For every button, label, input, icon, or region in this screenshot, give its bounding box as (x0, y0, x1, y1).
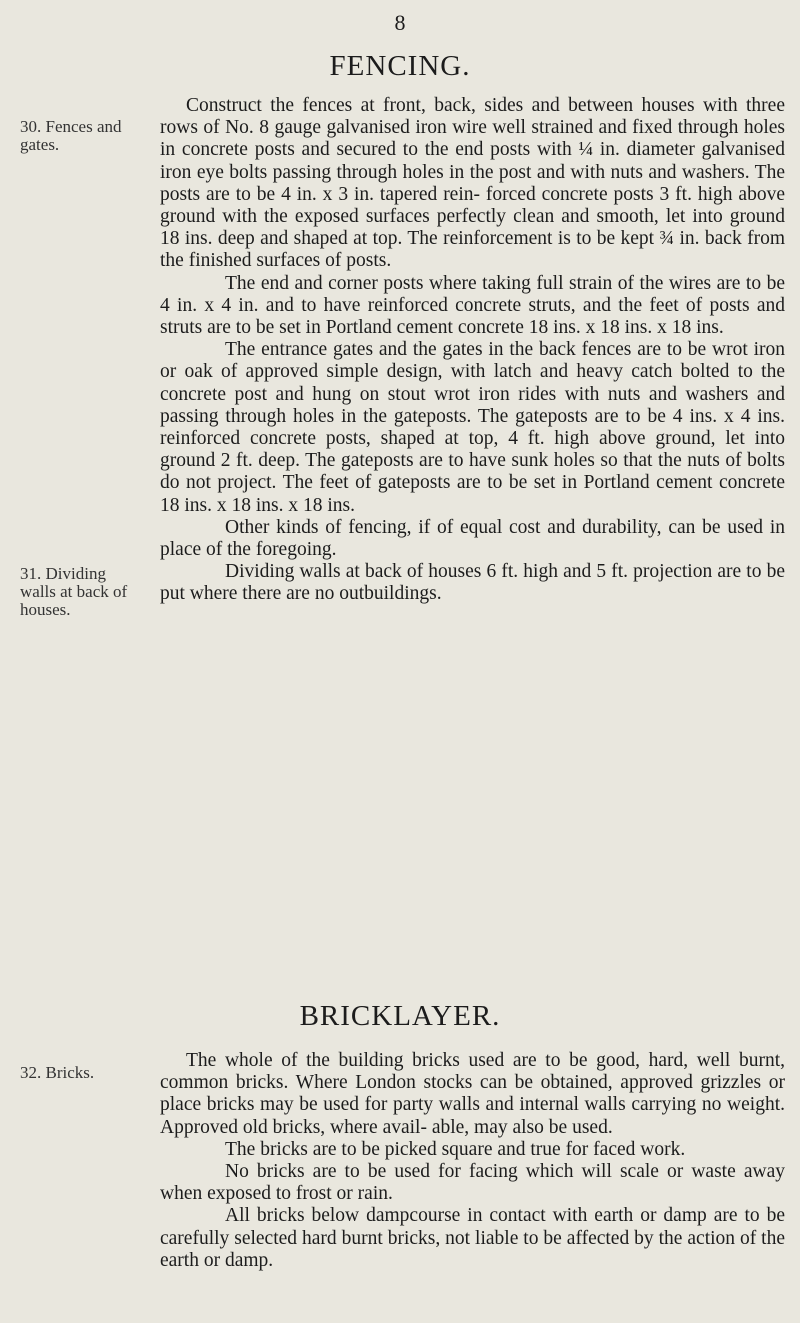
page-number: 8 (394, 10, 406, 35)
paragraph: The entrance gates and the gates in the back fences are to be wrot iron or oak of approved simple design, with latch and heavy catch bolted to the concrete post and hung on stout wrot iron rides with nuts and washers and passing through holes in the gateposts. The gateposts are to be 4 ins. x 4 ins. reinforced concrete posts, shaped at top, 4 ft. high above ground, let into ground 2 ft. deep. The gateposts are to have sunk holes so that the nuts of bolts do not project. The feet of gateposts are to be set in Portland cement concrete 18 ins. x 18 ins. x 18 ins. (160, 339, 785, 516)
bricklayer-section-body (160, 1050, 785, 1272)
section-heading-bricklayer: BRICKLAYER. (299, 1000, 501, 1032)
paragraph: No bricks are to be used for facing which will scale or waste away when exposed to frost or rain. (160, 1161, 785, 1205)
paragraph: The whole of the building bricks used are to be good, hard, well burnt, common bricks. Where London stocks can be obtained, approved grizzles or place bricks may be used for party walls and internal walls carrying no weight. Approved old bricks, where avail- able, may also be used. (160, 1050, 785, 1138)
section-heading-fencing: FENCING. (329, 50, 471, 82)
paragraph: Other kinds of fencing, if of equal cost and durability, can be used in place of the foregoing. (160, 516, 785, 561)
paragraph: The bricks are to be picked square and true for faced work. (225, 1138, 686, 1160)
fencing-section-body (160, 95, 785, 606)
margin-note-bricks: 32. Bricks. (20, 1063, 95, 1082)
paragraph: Construct the fences at front, back, sides and between houses with three rows of No. 8 gauge galvanised iron wire well strained and fixed through holes in concrete posts and secured to the end posts with ¼ in. diameter galvanised iron eye bolts passing through holes in the post and with nuts and washers. The posts are to be 4 in. x 3 in. tapered rein- forced concrete posts 3 ft. high above ground with the exposed surfaces perfectly clean and smooth, let into ground 18 ins. deep and shaped at top. The reinforcement is to be kept ¾ in. back from the finished surfaces of posts. (160, 95, 785, 272)
margin-note-fences-and-gates: 30. Fences and gates. (20, 117, 122, 154)
margin-note-dividing-walls: 31. Dividing walls at back of houses. (20, 564, 128, 619)
paragraph: The end and corner posts where taking full strain of the wires are to be 4 in. x 4 in. and to have reinforced concrete struts, and the feet of posts and struts are to be set in Portland cement concrete 18 ins. x 18 ins. x 18 ins. (160, 272, 785, 339)
paragraph: Dividing walls at back of houses 6 ft. high and 5 ft. projection are to be put where there are no outbuildings. (160, 561, 785, 605)
paragraph: All bricks below dampcourse in contact with earth or damp are to be carefully selected hard burnt bricks, not liable to be affected by the action of the earth or damp. (160, 1205, 785, 1271)
